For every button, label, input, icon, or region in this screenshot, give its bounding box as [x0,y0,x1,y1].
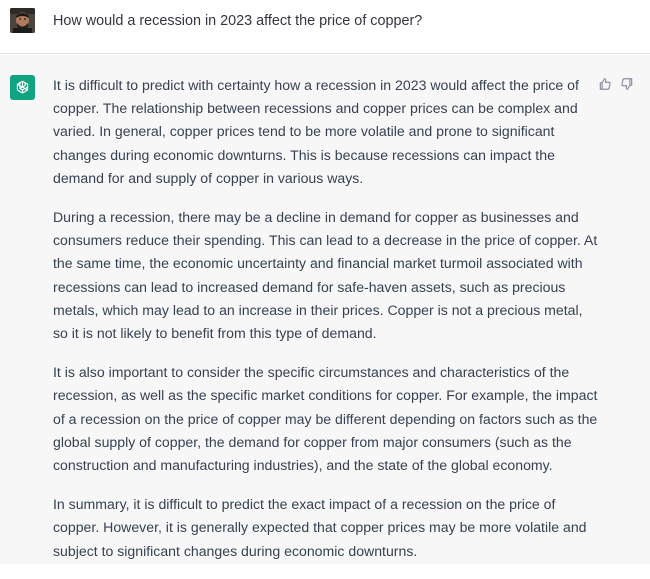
thumbs-up-button[interactable] [597,76,613,92]
response-paragraph-2: During a recession, there may be a decline in demand for copper as businesses and consumers reduce their spending. This can lead to a decrease in the price of copper. At the same time, the economic uncertainty and financial market turmoil associated with recessions can lead to increased demand for safe-haven assets, such as precious metals, which may lead to an increase in their prices. Copper is not a precious metal, so it is not likely to benefit from this type of demand. [53,209,598,342]
thumbs-down-button[interactable] [619,76,635,92]
openai-logo-icon [14,79,31,96]
response-paragraph-4: In summary, it is difficult to predict the exact impact of a recession on the price of copper. However, it is generally expected that copper prices may be more volatile and subject to significant changes during economic downturns. [53,496,587,559]
user-message-row [0,0,650,54]
user-message-text: How would a recession in 2023 affect the price of copper? [53,13,423,29]
response-paragraph-3: It is also important to consider the specific circumstances and characteristics of the recession, as well as the specific market conditions for copper. For example, the impact of a recession on the price of copper may be different depending on factors such as the global supply of copper, the demand for copper from major consumers (such as the construction and manufacturing industries), and the state of the global economy. [53,364,598,474]
assistant-avatar [10,75,35,100]
assistant-response [53,74,598,579]
user-avatar [10,8,35,33]
thumbs-down-icon [620,77,634,91]
feedback-controls [597,76,635,92]
user-photo-avatar [10,8,35,33]
response-paragraph-1: It is difficult to predict with certainty how a recession in 2023 would affect the price of copper. The relationship between recessions and copper prices can be complex and varied. In general, copper prices tend to be more volatile and prone to significant changes during economic downturns. This is because recessions can impact the demand for and supply of copper in various ways. [53,77,579,186]
assistant-message-row [0,55,650,564]
thumbs-up-icon [598,77,612,91]
